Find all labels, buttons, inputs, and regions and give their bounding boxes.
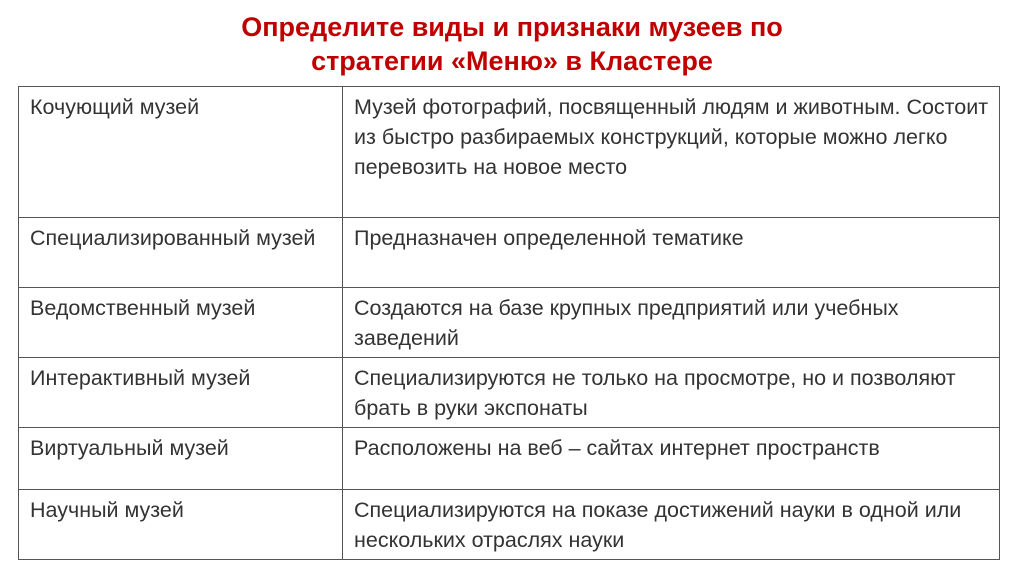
museum-description-cell: Расположены на веб – сайтах интернет пространств — [343, 428, 1000, 490]
museum-type-cell: Научный музей — [19, 490, 343, 560]
museum-type-cell: Интерактивный музей — [19, 358, 343, 428]
table-row — [19, 490, 1000, 560]
museum-type-cell: Кочующий музей — [19, 87, 343, 218]
table-row — [19, 288, 1000, 358]
museum-description-cell: Специализируются не только на просмотре, но и позволяют брать в руки экспонаты — [343, 358, 1000, 428]
museum-description-cell: Специализируются на показе достижений науки в одной или нескольких отраслях науки — [343, 490, 1000, 560]
museum-type-cell: Виртуальный музей — [19, 428, 343, 490]
slide-title-line-2: стратегии «Меню» в Кластере — [311, 46, 713, 76]
museum-description-cell: Создаются на базе крупных предприятий или учебных заведений — [343, 288, 1000, 358]
table-row — [19, 218, 1000, 288]
museum-description-cell: Музей фотографий, посвященный людям и животным. Состоит из быстро разбираемых конструкций, которые можно легко перевозить на новое место — [343, 87, 1000, 218]
table-row — [19, 428, 1000, 490]
museum-type-cell: Ведомственный музей — [19, 288, 343, 358]
table-row — [19, 358, 1000, 428]
museum-types-table — [18, 86, 1000, 560]
slide-title-line-1: Определите виды и признаки музеев по — [241, 12, 783, 42]
museum-type-cell: Специализированный музей — [19, 218, 343, 288]
table-row — [19, 87, 1000, 218]
slide-title — [0, 10, 1024, 78]
museum-description-cell: Предназначен определенной тематике — [343, 218, 1000, 288]
